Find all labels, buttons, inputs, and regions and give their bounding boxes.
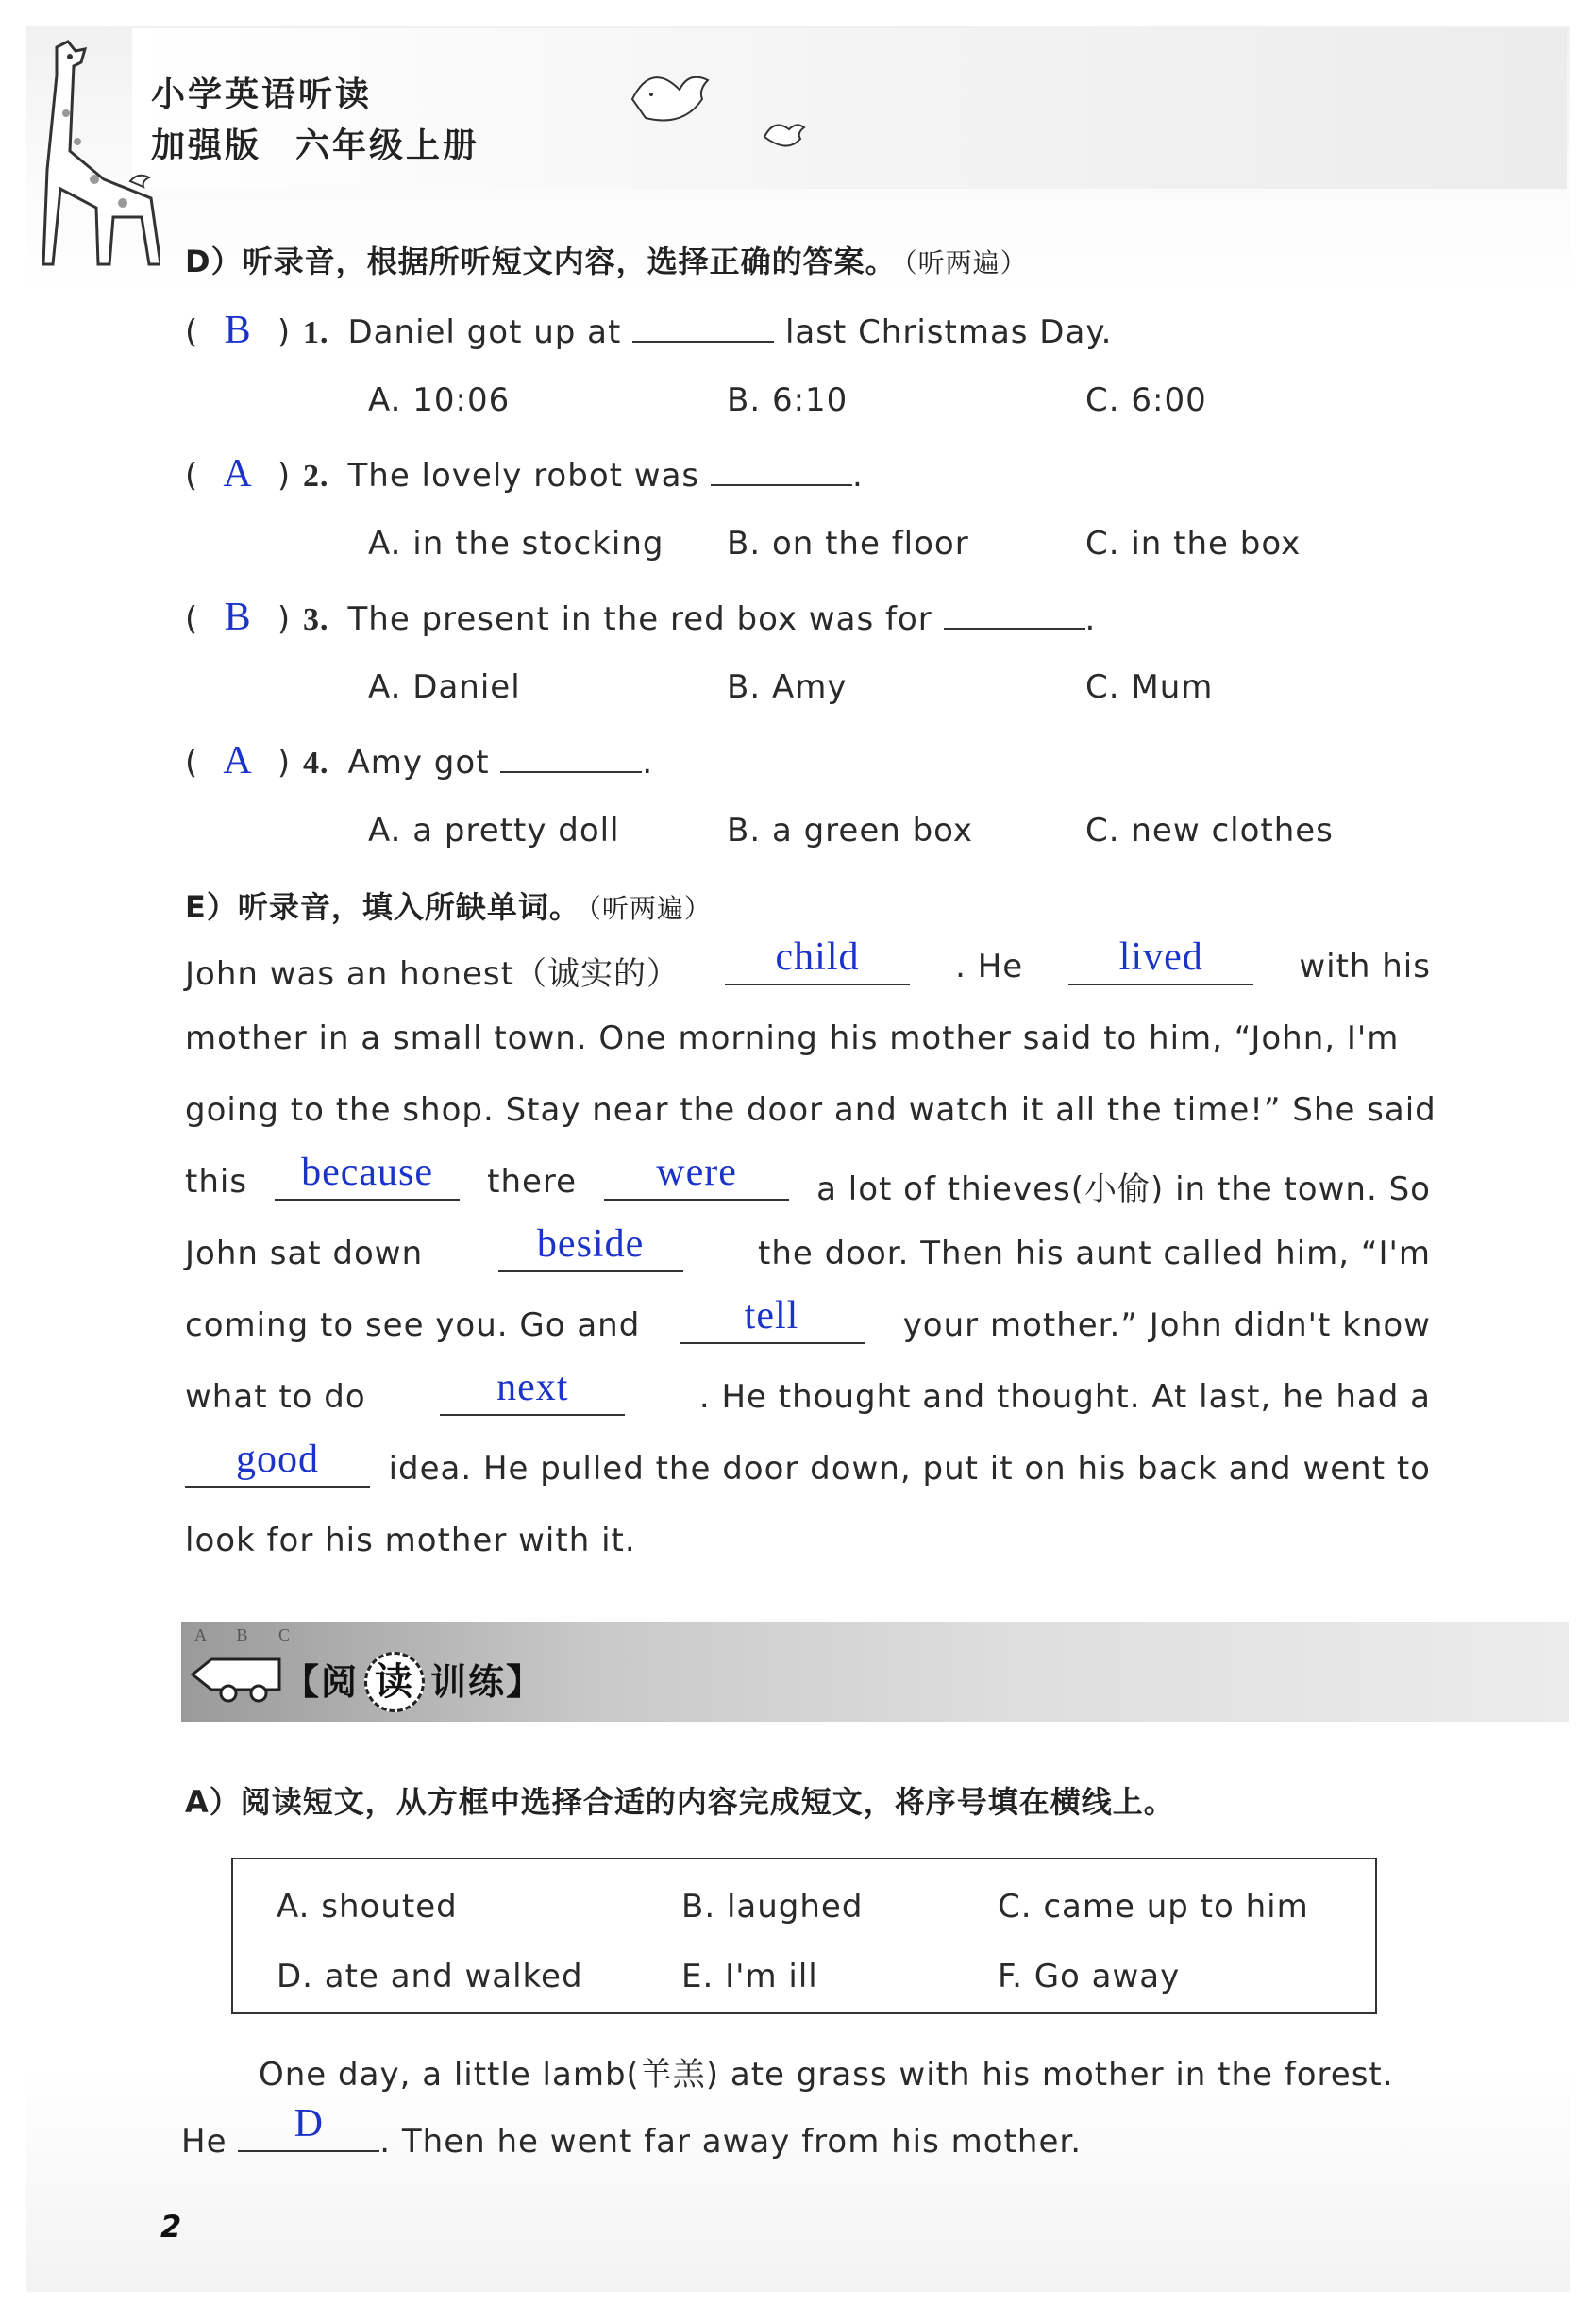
box-option: F. Go away — [998, 1958, 1181, 1995]
cloze-line — [185, 1294, 1431, 1344]
question-number: 1. — [303, 315, 329, 350]
reading-label-big: 读 — [364, 1652, 425, 1712]
section-d-heading — [185, 238, 1028, 281]
answer-blank[interactable] — [725, 935, 910, 985]
page-number: 2 — [160, 2209, 182, 2245]
cloze-text: . He thought and thought. At last, he had a — [698, 1378, 1431, 1416]
filled-word: beside — [536, 1222, 645, 1266]
reading-label — [283, 1652, 544, 1712]
cloze-line — [185, 1019, 1431, 1057]
filled-word: tell — [744, 1294, 799, 1338]
question-stem: Amy got — [347, 744, 490, 782]
section-d-times: （听两遍） — [903, 247, 1028, 278]
giraffe-illustration — [19, 38, 160, 274]
section-e-title: E）听录音，填入所缺单词。 — [185, 889, 580, 925]
answer-blank[interactable] — [238, 2102, 379, 2152]
cloze-line — [185, 1438, 1431, 1488]
question-number: 3. — [303, 602, 329, 637]
answer-blank[interactable] — [500, 743, 642, 773]
filled-word: next — [496, 1366, 569, 1409]
cloze-text: . He — [955, 948, 1024, 985]
option-a[interactable]: A. a pretty doll — [368, 812, 620, 850]
filled-word: were — [656, 1151, 737, 1194]
question-stem: Daniel got up at — [347, 313, 622, 351]
cloze-text: mother in a small town. One morning his mother said to him, “John, I'm — [185, 1019, 1400, 1057]
answer-1[interactable]: B — [224, 309, 252, 352]
option-b[interactable]: B. 6:10 — [727, 381, 848, 419]
question-number: 2. — [303, 459, 329, 494]
word-box — [231, 1858, 1377, 2014]
cloze-text: coming to see you. Go and — [185, 1306, 641, 1344]
question-stem-end: . — [1084, 600, 1097, 638]
reading-label-left: 【阅 — [283, 1661, 360, 1703]
cloze-text: what to do — [185, 1378, 366, 1416]
cloze-passage — [185, 935, 1436, 1571]
cloze-text: this — [185, 1163, 248, 1201]
pencil-car-icon — [189, 1646, 283, 1703]
answer-blank[interactable] — [711, 456, 852, 486]
box-option: D. ate and walked — [277, 1958, 583, 1995]
answer-2[interactable]: A — [223, 452, 253, 496]
question-3: ( B ) 3. The present in the red box was for . — [185, 596, 1097, 639]
cloze-line — [185, 1091, 1436, 1129]
box-option: A. shouted — [277, 1888, 458, 1926]
question-2: ( A ) 2. The lovely robot was . — [185, 452, 864, 496]
edition-label: 加强版 — [151, 126, 262, 165]
reading-label-right: 训练】 — [430, 1661, 545, 1703]
answer-blank[interactable] — [680, 1294, 865, 1344]
answer-blank[interactable] — [185, 1438, 370, 1488]
birds-illustration — [613, 52, 840, 175]
question-stem-end: . — [851, 457, 864, 495]
reading-text-line-2 — [181, 2102, 1361, 2161]
cloze-text: John sat down — [185, 1235, 424, 1272]
answer-blank[interactable] — [440, 1366, 625, 1416]
option-c[interactable]: C. Mum — [1085, 668, 1214, 706]
abc-badge: A B C — [194, 1625, 304, 1644]
answer-blank[interactable] — [632, 312, 774, 343]
question-4: ( A ) 4. Amy got . — [185, 739, 654, 782]
cloze-line — [185, 1151, 1431, 1209]
answer-blank[interactable] — [944, 599, 1085, 630]
filled-word: good — [236, 1438, 319, 1481]
option-c[interactable]: C. in the box — [1085, 525, 1302, 563]
cloze-text: there — [487, 1163, 578, 1201]
book-title: 小学英语听读 — [151, 76, 373, 114]
cloze-text: look for his mother with it. — [185, 1522, 636, 1559]
text-before: He — [181, 2123, 227, 2161]
text-after: . Then he went far away from his mother. — [379, 2123, 1083, 2161]
filled-answer: D — [294, 2102, 324, 2145]
cloze-text: going to the shop. Stay near the door and watch it all the time!” She said — [185, 1091, 1436, 1129]
box-option: C. came up to him — [998, 1888, 1309, 1926]
question-number: 4. — [303, 746, 329, 781]
box-option: E. I'm ill — [681, 1958, 818, 1995]
section-e-times: （听两遍） — [587, 893, 712, 924]
section-e-heading — [185, 883, 712, 927]
question-stem-end: last Christmas Day. — [784, 313, 1113, 351]
grade-label: 六年级上册 — [295, 126, 480, 165]
option-b[interactable]: B. on the floor — [727, 525, 969, 563]
cloze-text: with his — [1299, 948, 1431, 985]
cloze-line — [185, 1522, 1431, 1559]
reading-text-line-1: One day, a little lamb(羊羔) ate grass with his mother in the forest. — [259, 2056, 1394, 2094]
cloze-text: a lot of thieves(小偷) in the town. So — [816, 1170, 1431, 1208]
answer-blank[interactable] — [275, 1151, 460, 1201]
option-b[interactable]: B. a green box — [727, 812, 974, 850]
filled-word: because — [301, 1151, 434, 1194]
answer-4[interactable]: A — [223, 739, 253, 782]
option-a[interactable]: A. Daniel — [368, 668, 521, 706]
cloze-text: the door. Then his aunt called him, “I'm — [757, 1235, 1431, 1272]
option-c[interactable]: C. new clothes — [1085, 812, 1334, 850]
answer-blank[interactable] — [604, 1151, 789, 1201]
question-stem: The lovely robot was — [347, 457, 700, 495]
cloze-text: John was an honest（诚实的） — [185, 955, 680, 993]
filled-word: child — [775, 935, 860, 979]
cloze-text: your mother.” John didn't know — [902, 1306, 1431, 1344]
question-stem-end: . — [642, 744, 654, 782]
option-a[interactable]: A. 10:06 — [368, 381, 511, 419]
book-subtitle — [151, 119, 479, 167]
option-c[interactable]: C. 6:00 — [1085, 381, 1207, 419]
answer-blank[interactable] — [1068, 935, 1253, 985]
question-1: ( B ) 1. Daniel got up at last Christmas Day. — [185, 309, 1113, 352]
cloze-text: idea. He pulled the door down, put it on his back and went to — [388, 1450, 1431, 1488]
option-a[interactable]: A. in the stocking — [368, 525, 664, 563]
option-b[interactable]: B. Amy — [727, 668, 848, 706]
reading-a-heading: A）阅读短文，从方框中选择合适的内容完成短文，将序号填在横线上。 — [185, 1784, 1175, 1820]
cloze-line — [185, 1366, 1431, 1416]
filled-word: lived — [1118, 935, 1203, 979]
cloze-line — [185, 1222, 1431, 1272]
answer-blank[interactable] — [498, 1222, 683, 1272]
section-d-title: D）听录音，根据所听短文内容，选择正确的答案。 — [185, 244, 897, 279]
box-option: B. laughed — [681, 1888, 864, 1926]
cloze-line — [185, 935, 1431, 994]
question-stem: The present in the red box was for — [347, 600, 932, 638]
answer-3[interactable]: B — [224, 596, 252, 639]
